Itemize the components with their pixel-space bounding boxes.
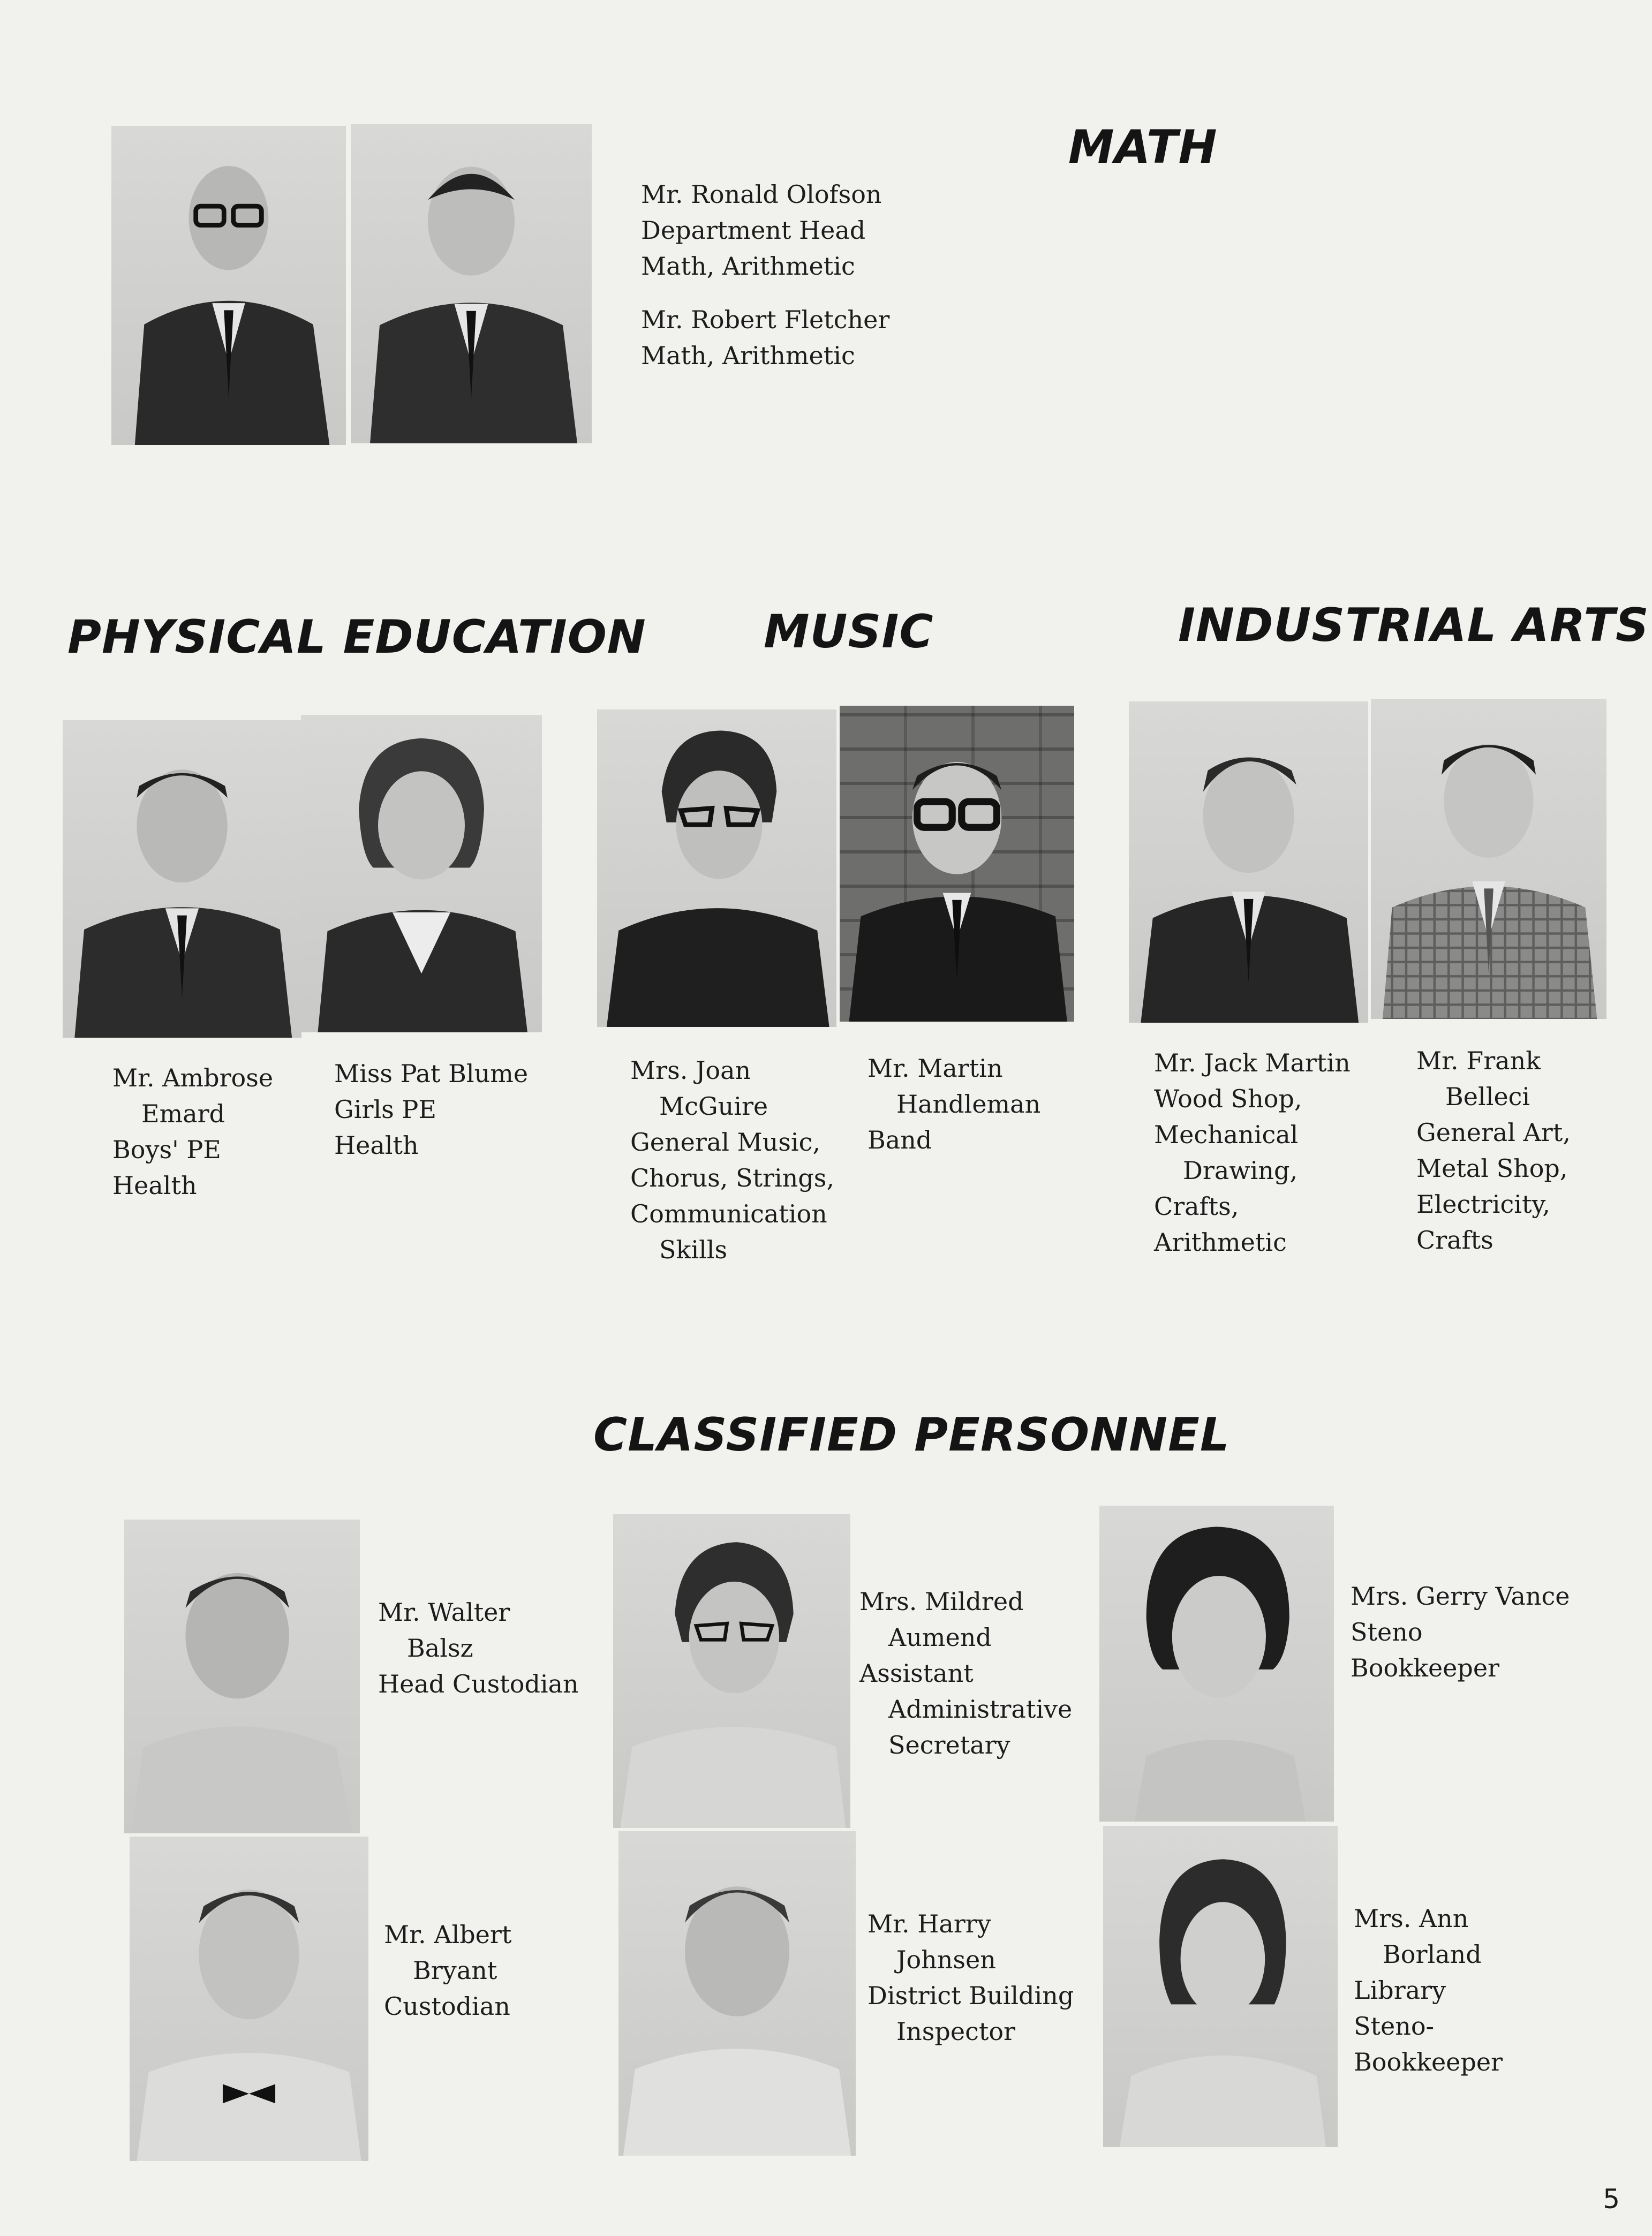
name-mcguire-2: McGuire xyxy=(659,1092,768,1121)
role-aumend-3: Secretary xyxy=(888,1731,1010,1759)
caption-borland xyxy=(1354,1901,1503,2080)
role-mcguire-3: Communication xyxy=(630,1199,827,1228)
role-aumend-2: Administrative xyxy=(888,1695,1073,1724)
role-aumend-1: Assistant xyxy=(859,1659,974,1688)
role-mcguire-4: Skills xyxy=(659,1235,728,1264)
portrait-bryant xyxy=(130,1837,368,2161)
name-bryant-1: Mr. Albert xyxy=(384,1920,512,1949)
role-johnsen-1: District Building xyxy=(868,1981,1074,2010)
portrait-aumend xyxy=(613,1514,850,1828)
name-emard-2: Emard xyxy=(141,1099,225,1128)
portrait-belleci xyxy=(1371,699,1606,1019)
role-martin-2: Mechanical xyxy=(1154,1120,1299,1149)
name-balsz-2: Balsz xyxy=(407,1634,473,1663)
photo-johnsen xyxy=(618,1831,856,2156)
role-emard-2: Health xyxy=(112,1171,197,1200)
portrait-mcguire xyxy=(597,709,836,1027)
role-borland-1: Library xyxy=(1354,1976,1446,2005)
role-mcguire-1: General Music, xyxy=(630,1128,820,1157)
role-martin-5: Arithmetic xyxy=(1154,1228,1287,1257)
name-vance: Mrs. Gerry Vance xyxy=(1351,1582,1570,1611)
portrait-vance xyxy=(1099,1506,1334,1822)
heading-math: MATH xyxy=(1068,120,1218,174)
caption-fletcher xyxy=(641,302,889,374)
photo-blume xyxy=(301,715,542,1032)
heading-industrial-arts: INDUSTRIAL ARTS xyxy=(1178,599,1649,652)
portrait-blume xyxy=(301,715,542,1032)
role-olofson-1: Department Head xyxy=(641,216,866,245)
name-handleman-2: Handleman xyxy=(896,1090,1041,1119)
role-olofson-2: Math, Arithmetic xyxy=(641,252,855,281)
photo-balsz xyxy=(124,1520,360,1833)
portrait-borland xyxy=(1103,1826,1338,2147)
name-belleci-1: Mr. Frank xyxy=(1416,1046,1541,1075)
name-bryant-2: Bryant xyxy=(413,1956,497,1985)
name-mcguire-1: Mrs. Joan xyxy=(630,1056,751,1085)
role-borland-3: Bookkeeper xyxy=(1354,2048,1503,2076)
role-handleman: Band xyxy=(868,1125,932,1154)
heading-music: MUSIC xyxy=(764,605,934,659)
name-fletcher: Mr. Robert Fletcher xyxy=(641,305,890,334)
photo-vance xyxy=(1099,1506,1334,1822)
caption-johnsen xyxy=(868,1906,1074,2050)
role-borland-2: Steno- xyxy=(1354,2012,1435,2041)
caption-belleci xyxy=(1416,1043,1571,1258)
role-belleci-3: Electricity, xyxy=(1416,1190,1550,1219)
role-johnsen-2: Inspector xyxy=(896,2017,1016,2046)
photo-belleci xyxy=(1371,699,1606,1019)
photo-fletcher xyxy=(351,124,592,443)
name-belleci-2: Belleci xyxy=(1445,1082,1530,1111)
caption-emard xyxy=(112,1060,273,1204)
portrait-johnsen xyxy=(618,1831,856,2156)
photo-aumend xyxy=(613,1514,850,1828)
role-belleci-2: Metal Shop, xyxy=(1416,1154,1568,1183)
portrait-balsz xyxy=(124,1520,360,1833)
name-blume: Miss Pat Blume xyxy=(334,1059,529,1088)
portrait-handleman xyxy=(840,706,1074,1022)
role-martin-3: Drawing, xyxy=(1183,1156,1298,1185)
role-balsz: Head Custodian xyxy=(378,1670,579,1698)
role-emard-1: Boys' PE xyxy=(112,1135,221,1164)
role-belleci-4: Crafts xyxy=(1416,1226,1493,1255)
caption-aumend xyxy=(859,1584,1072,1763)
role-vance-2: Bookkeeper xyxy=(1351,1653,1500,1682)
caption-vance xyxy=(1351,1578,1570,1686)
caption-bryant xyxy=(384,1917,511,2025)
role-martin-1: Wood Shop, xyxy=(1154,1084,1302,1113)
name-martin: Mr. Jack Martin xyxy=(1154,1048,1351,1077)
caption-balsz xyxy=(378,1595,579,1702)
name-borland-1: Mrs. Ann xyxy=(1354,1904,1469,1933)
caption-mcguire xyxy=(630,1053,834,1268)
caption-handleman xyxy=(868,1051,1040,1158)
role-blume-2: Health xyxy=(334,1131,419,1160)
caption-martin xyxy=(1154,1045,1351,1260)
name-emard-1: Mr. Ambrose xyxy=(112,1063,274,1092)
photo-bryant xyxy=(130,1837,368,2161)
role-martin-4: Crafts, xyxy=(1154,1192,1239,1221)
name-aumend-1: Mrs. Mildred xyxy=(859,1587,1024,1616)
caption-olofson xyxy=(641,177,882,284)
name-olofson: Mr. Ronald Olofson xyxy=(641,180,882,209)
photo-emard xyxy=(63,720,301,1038)
name-johnsen-1: Mr. Harry xyxy=(868,1909,991,1938)
role-belleci-1: General Art, xyxy=(1416,1118,1571,1147)
portrait-emard xyxy=(63,720,301,1038)
photo-martin xyxy=(1129,701,1368,1023)
role-mcguire-2: Chorus, Strings, xyxy=(630,1164,834,1192)
heading-classified-personnel: CLASSIFIED PERSONNEL xyxy=(593,1408,1230,1462)
heading-physical-education: PHYSICAL EDUCATION xyxy=(67,610,646,664)
name-balsz-1: Mr. Walter xyxy=(378,1598,510,1627)
photo-olofson xyxy=(111,126,346,445)
photo-mcguire xyxy=(597,709,836,1027)
name-handleman-1: Mr. Martin xyxy=(868,1054,1003,1083)
role-vance-1: Steno xyxy=(1351,1618,1423,1646)
photo-handleman xyxy=(840,706,1074,1022)
portrait-olofson xyxy=(111,126,346,445)
portrait-martin xyxy=(1129,701,1368,1023)
role-bryant: Custodian xyxy=(384,1992,510,2021)
caption-blume xyxy=(334,1056,528,1164)
name-aumend-2: Aumend xyxy=(888,1623,992,1652)
name-borland-2: Borland xyxy=(1383,1940,1482,1969)
portrait-fletcher xyxy=(351,124,592,443)
role-fletcher-1: Math, Arithmetic xyxy=(641,341,855,370)
role-blume-1: Girls PE xyxy=(334,1095,436,1124)
name-johnsen-2: Johnsen xyxy=(896,1945,996,1974)
page-number: 5 xyxy=(1603,2184,1620,2215)
photo-borland xyxy=(1103,1826,1338,2147)
